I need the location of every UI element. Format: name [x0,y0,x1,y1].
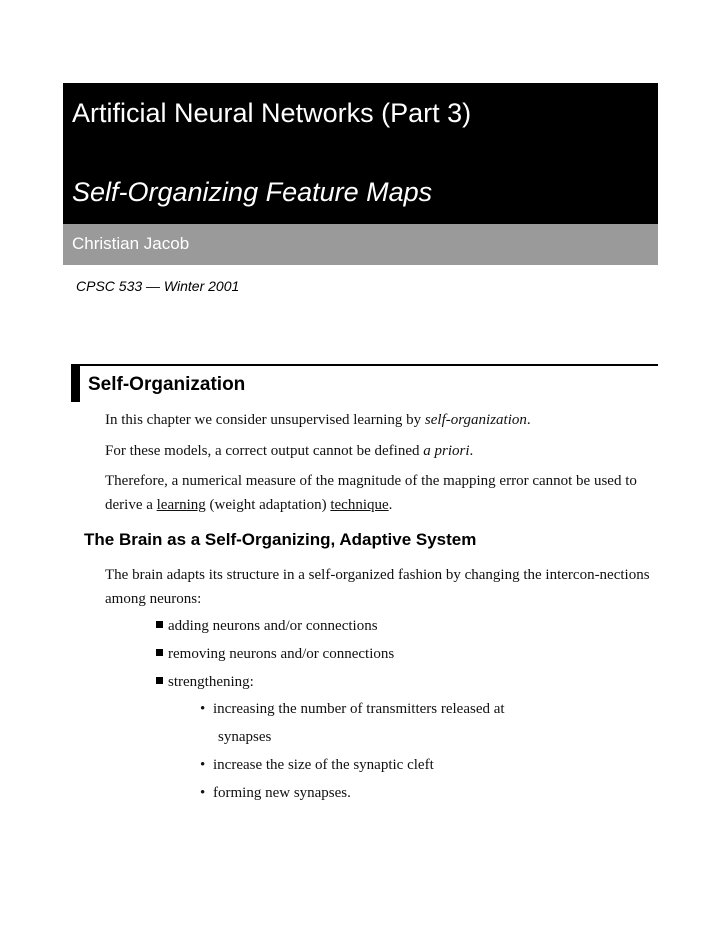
list-item [156,668,394,696]
list-item-text: strengthening: [168,674,254,690]
list-item-text: increasing the number of transmitters released at [213,701,505,717]
sub-list-item [200,751,505,779]
underlined-learning: learning [156,497,206,513]
square-bullet-icon [156,677,163,684]
paragraph-unsupervised [105,408,531,432]
round-bullet-icon: • [200,757,206,773]
paragraph-text: . [526,412,531,428]
sub-bullet-list [200,695,505,807]
title-block [63,83,658,224]
list-item-text: adding neurons and/or connections [168,618,378,634]
list-item-text: synapses [218,729,272,745]
paragraph-text: . [388,497,393,513]
paragraph-text: In this chapter we consider unsupervised learning by [105,412,425,428]
paragraph-text: Therefore, a numerical measure of the magnitude of the mapping error cannot be used to derive a [105,473,637,513]
round-bullet-icon: • [200,701,206,717]
sub-list-item-continuation [200,723,505,751]
emphasis-self-organization: self-organization [424,412,527,428]
paragraph-text: For these models, a correct output cannot be defined [105,443,424,459]
list-item-text: removing neurons and/or connections [168,646,395,662]
paragraph-text: . [469,443,474,459]
document-title: Artificial Neural Networks (Part 3) [72,98,472,128]
list-item [156,640,394,668]
list-item-text: forming new synapses. [213,785,351,801]
square-bullet-icon [156,621,163,628]
section-divider [80,364,658,366]
list-item [156,612,394,640]
emphasis-a-priori: a priori [423,443,470,459]
sub-list-item [200,695,505,723]
paragraph-mapping-error [105,469,650,517]
paragraph-brain-adapts: The brain adapts its structure in a self-organized fashion by changing the intercon-nections among neurons: [105,567,650,607]
list-item-text: increase the size of the synaptic cleft [213,757,434,773]
author-band [63,224,658,265]
course-info: CPSC 533 — Winter 2001 [76,278,240,294]
sub-list-item [200,779,505,807]
section-marker-bar [71,364,80,402]
author-name: Christian Jacob [72,234,190,253]
square-bullet-icon [156,649,163,656]
paragraph-a-priori [105,439,473,463]
section-heading: Self-Organization [88,374,246,395]
round-bullet-icon: • [200,785,206,801]
bullet-list [156,612,394,696]
document-subtitle: Self-Organizing Feature Maps [72,177,433,207]
underlined-technique: technique [330,497,389,513]
subsection-heading: The Brain as a Self-Organizing, Adaptive System [84,530,477,549]
paragraph-text: (weight adaptation) [205,497,331,513]
